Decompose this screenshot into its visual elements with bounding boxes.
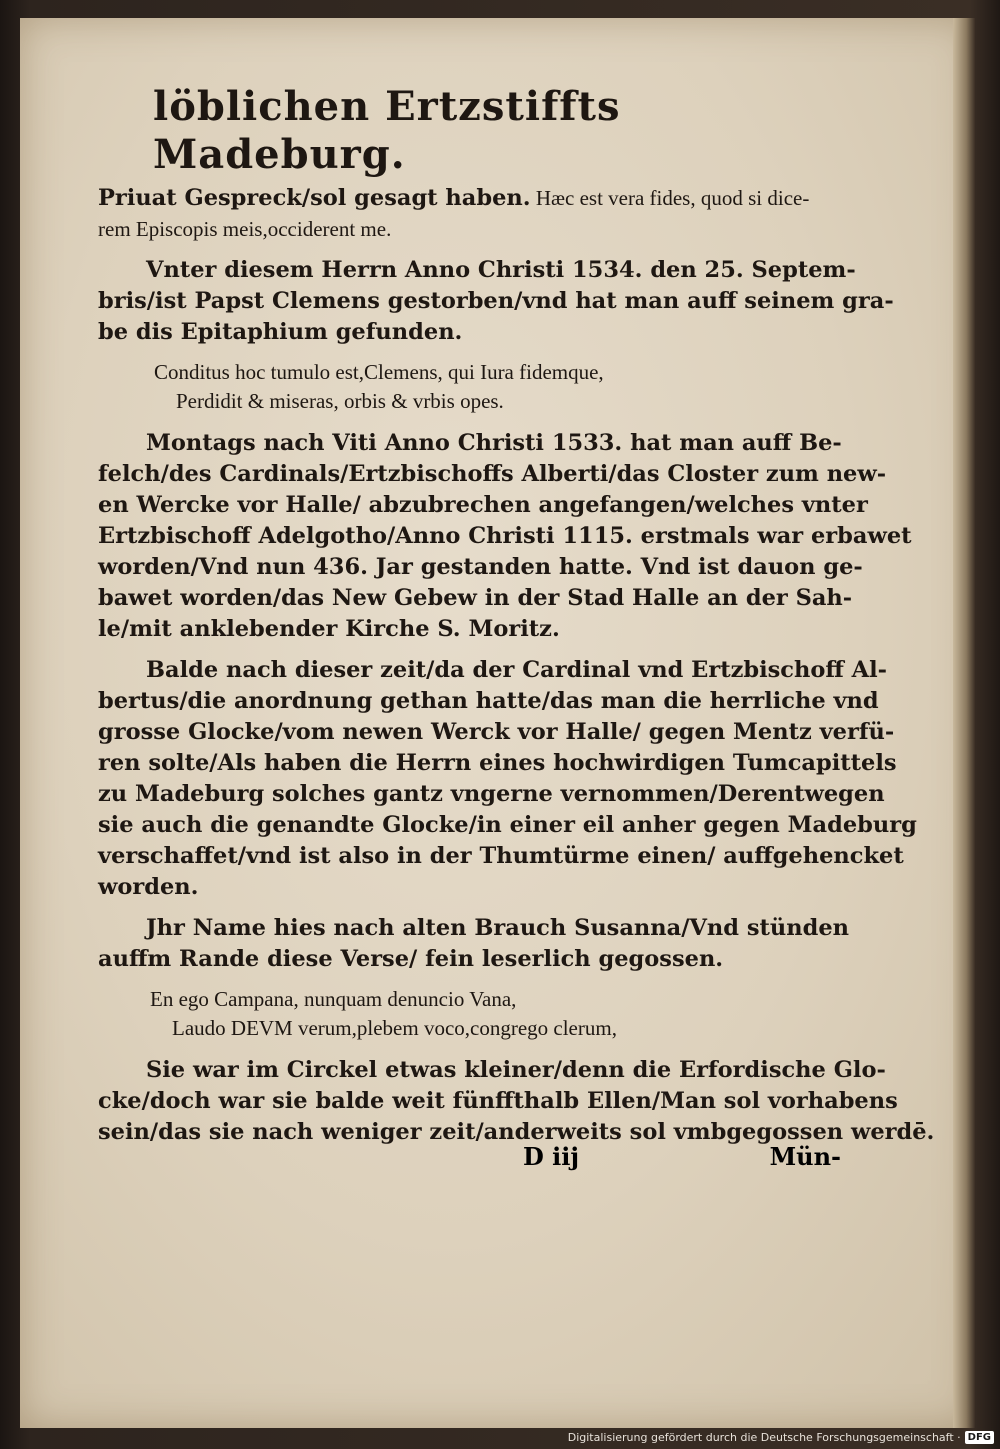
text-line: auffm Rande diese Verse/ fein leserlich gegossen. xyxy=(98,946,724,972)
verse-line: Laudo DEVM verum,plebem voco,congrego clerum, xyxy=(172,1016,617,1040)
text-line: worden/Vnd nun 436. Jar gestanden hatte. Vnd ist dauon ge- xyxy=(98,554,863,580)
text-line: cke/doch war sie balde weit fünffthalb Ellen/Man sol vorhabens xyxy=(98,1088,898,1114)
signature-mark: D iij xyxy=(523,1142,580,1171)
text-line: Vnter diesem Herrn Anno Christi 1534. den 25. Septem- xyxy=(146,257,856,283)
text-line: felch/des Cardinals/Ertzbischoffs Alberti/das Closter zum new- xyxy=(98,461,887,487)
text-line: sie auch die genandte Glocke/in einer eil anher gegen Madeburg xyxy=(98,812,917,838)
text-line: Sie war im Circkel etwas kleiner/denn die Erfordische Glo- xyxy=(146,1057,886,1083)
text-line: Montags nach Viti Anno Christi 1533. hat man auff Be- xyxy=(146,430,842,456)
text-line: bawet worden/das New Gebew in der Stad Halle an der Sah- xyxy=(98,585,853,611)
bell-inscription-verse xyxy=(150,985,843,1043)
text-line: ren solte/Als haben die Herrn eines hochwirdigen Tumcapittels xyxy=(98,750,897,776)
page-edge xyxy=(953,18,975,1428)
page-footer xyxy=(98,1142,843,1182)
german-text: Priuat Gespreck/sol gesagt haben. xyxy=(98,185,531,211)
text-line: grosse Glocke/vom newen Werck vor Halle/ gegen Mentz verfü- xyxy=(98,719,895,745)
text-line: verschaffet/vnd ist also in der Thumtürme einen/ auffgehencket xyxy=(98,843,904,869)
text-line: sein/das sie nach weniger zeit/anderweits sol vmbgegossen werdē. xyxy=(98,1119,935,1145)
text-line: Jhr Name hies nach alten Brauch Susanna/Vnd stünden xyxy=(146,915,850,941)
verse-line: En ego Campana, nunquam denuncio Vana, xyxy=(150,987,517,1011)
paragraph-1 xyxy=(98,183,843,245)
text-line xyxy=(98,214,843,245)
verse-line: Conditus hoc tumulo est,Clemens, qui Iura fidemque, xyxy=(154,360,604,384)
latin-text: rem Episcopis meis,occiderent me. xyxy=(98,217,392,241)
dfg-logo: DFG xyxy=(965,1431,994,1444)
text-line: bris/ist Papst Clemens gestorben/vnd hat man auff seinem gra- xyxy=(98,288,894,314)
epitaph-verse xyxy=(154,358,843,416)
book-page xyxy=(20,18,975,1428)
digitization-credit xyxy=(568,1429,994,1445)
paragraph-2 xyxy=(98,255,894,348)
text-line: le/mit anklebender Kirche S. Moritz. xyxy=(98,616,560,642)
paragraph-3 xyxy=(98,428,912,645)
text-line: worden. xyxy=(98,874,199,900)
paragraph-5 xyxy=(98,913,850,975)
text-line xyxy=(98,183,843,214)
text-line: bertus/die anordnung gethan hatte/das man die herrliche vnd xyxy=(98,688,879,714)
latin-text: Hæc est vera fides, quod si dice- xyxy=(530,186,810,210)
text-line: en Wercke vor Halle/ abzubrechen angefangen/welches vnter xyxy=(98,492,868,518)
text-line: Balde nach dieser zeit/da der Cardinal vnd Ertzbischoff Al- xyxy=(146,657,888,683)
text-line: be dis Epitaphium gefunden. xyxy=(98,319,463,345)
running-head: löblichen Ertzstiffts Madeburg. xyxy=(153,83,621,178)
paragraph-4 xyxy=(98,655,917,903)
text-line: Ertzbischoff Adelgotho/Anno Christi 1115. erstmals war erbawet xyxy=(98,523,912,549)
catchword: Mün- xyxy=(769,1142,841,1171)
credit-text: Digitalisierung gefördert durch die Deutsche Forschungsgemeinschaft · xyxy=(567,1430,961,1444)
paragraph-6 xyxy=(98,1055,935,1148)
text-block xyxy=(98,83,935,1158)
text-line: zu Madeburg solches gantz vngerne vernommen/Derentwegen xyxy=(98,781,885,807)
verse-line: Perdidit & miseras, orbis & vrbis opes. xyxy=(176,389,504,413)
